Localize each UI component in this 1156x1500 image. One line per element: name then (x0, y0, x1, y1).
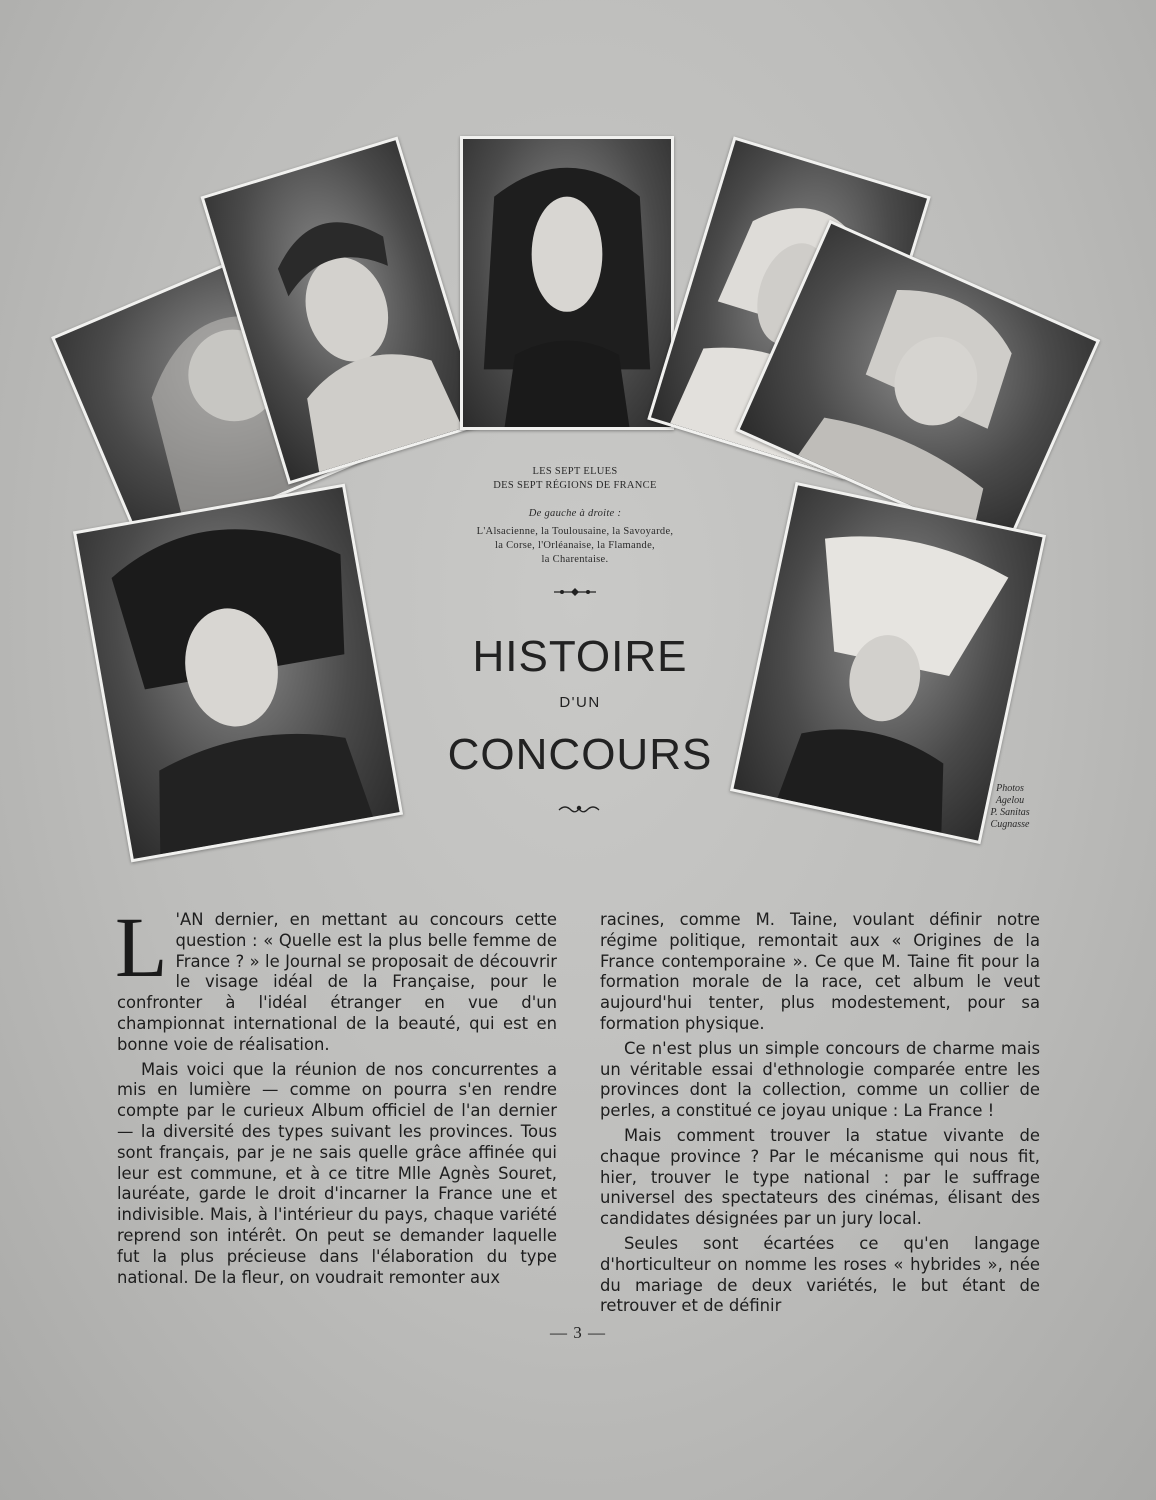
photo-caption (440, 465, 710, 567)
article-paragraph: Mais voici que la réunion de nos concurrentes a mis en lumière — comme on pourra s'en rendre compte par le curieux Album officiel de l'an dernier — la diversité des types suivant les provinces. Tous sont français, par je ne sais quelle grâce affinée qui leur est commune, et à ce titre Mlle Agnès Souret, lauréate, garde le droit d'incarner la France une et indivisible. Mais, à l'intérieur du pays, chaque variété reprend son intérêt. On peut se demander laquelle fut la plus précieuse dans l'élaboration du type national. De la fleur, on voudrait remonter aux (117, 1059, 557, 1287)
article-paragraph: Ce n'est plus un simple concours de charme mais un véritable essai d'ethnologie comparée entre les provinces dont la collection, comme un collier de perles, a constitué ce joyau unique : La France ! (600, 1038, 1040, 1121)
drop-cap: L (115, 899, 168, 995)
title-histoire: HISTOIRE (472, 632, 688, 681)
caption-names-1: L'Alsacienne, la Toulousaine, la Savoyarde, (476, 526, 674, 537)
caption-names-3: la Charentaise. (541, 554, 609, 565)
credits-line-1: Photos (996, 783, 1024, 794)
credits-line-4: Cugnasse (990, 819, 1030, 830)
article-text: 'AN dernier, en mettant au concours cette question : « Quelle est la plus belle femme de France ? » le Journal se proposait de découvrir le visage idéal de la Française, pour le confronter à l'idéal étranger en vue d'un championnat international de la beauté, qui est en bonne voie de réalisation. (117, 910, 557, 1054)
article-paragraph: racines, comme M. Taine, voulant définir notre régime politique, remontait aux « Origines de la France contemporaine ». Ce que M. Taine fit pour la formation morale de la race, cet album le veut aujourd'hui tenter, plus modestement, pour sa formation physique. (600, 910, 1040, 1033)
photo-flamande (73, 484, 403, 863)
article-paragraph (115, 899, 557, 1056)
article-column-left (115, 899, 557, 1288)
title-ornament (555, 802, 603, 816)
credits-line-2: Agelou (995, 795, 1025, 806)
article-paragraph: Seules sont écartées ce qu'en langage d'horticulteur on nomme les roses « hybrides », née du mariage de deux variétés, le but étant de retrouver et de définir (600, 1233, 1040, 1316)
title-concours: CONCOURS (447, 730, 713, 779)
caption-line-1: LES SEPT ELUES (532, 466, 618, 477)
credits-line-3: P. Sanitas (990, 807, 1030, 818)
page-number: — 3 — (550, 1323, 606, 1342)
photo-credits (965, 783, 1055, 831)
title-dun: D'UN (559, 694, 601, 711)
caption-line-2: DES SEPT RÉGIONS DE FRANCE (493, 480, 657, 491)
caption-subhead: De gauche à droite : (528, 508, 622, 519)
caption-names-2: la Corse, l'Orléanaise, la Flamande, (495, 540, 655, 551)
article-paragraph: Mais comment trouver la statue vivante de chaque province ? Par le mécanisme qui nous fit, hier, trouver le type national : par le suffrage universel des spectateurs des cinémas, élisant des candidates désignées par un jury local. (600, 1125, 1040, 1229)
photo-savoyarde (460, 136, 674, 430)
caption-ornament (552, 587, 598, 597)
article-column-right (600, 910, 1040, 1317)
